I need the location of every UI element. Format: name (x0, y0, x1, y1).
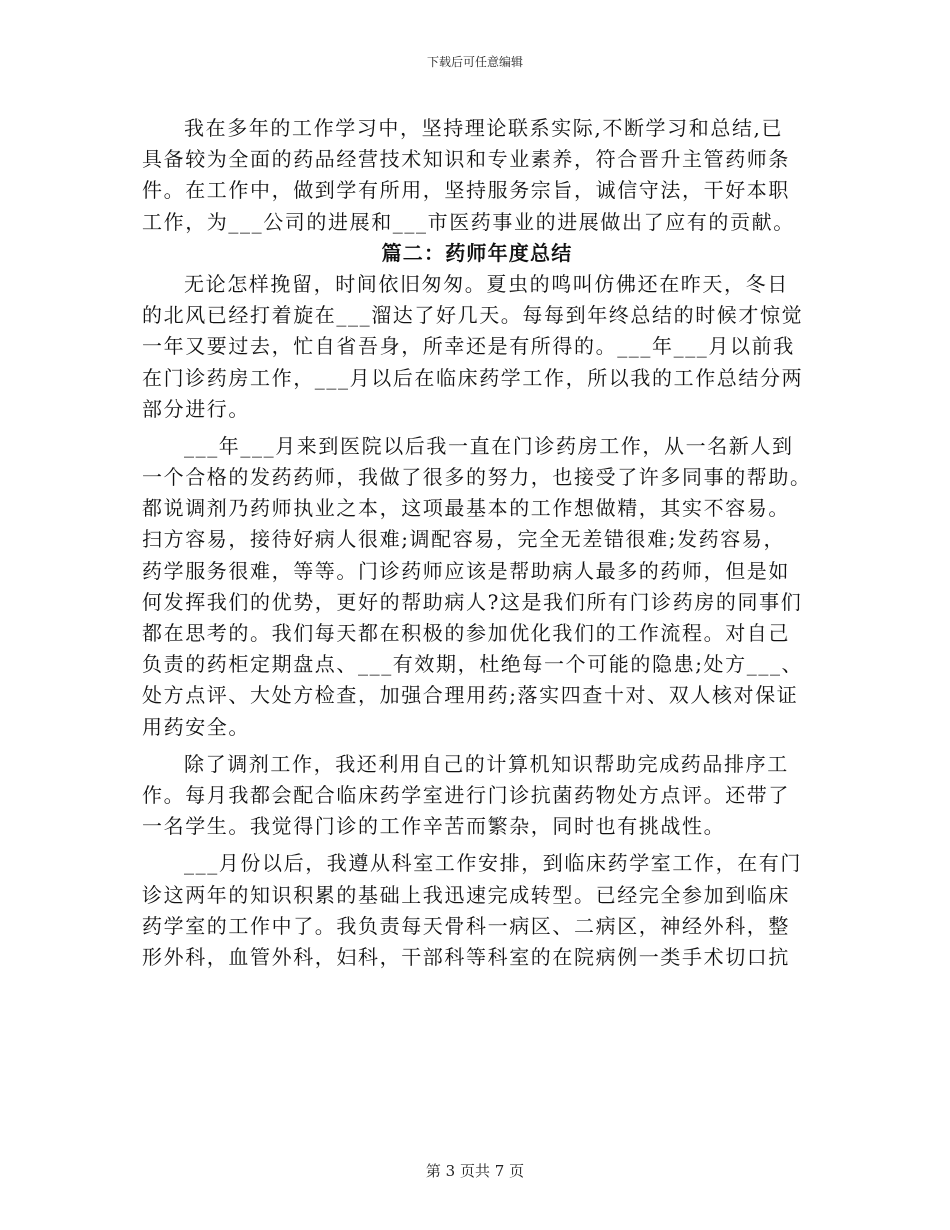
paragraph (142, 113, 812, 238)
page-header: 下载后可任意编辑 (426, 55, 523, 69)
paragraph (142, 269, 812, 425)
text-line: 负责的药柜定期盘点、___有效期，杜绝每一个可能的隐患;处方___、 (142, 652, 804, 677)
text-line: 无论怎样挽留，时间依旧匆匆。夏虫的鸣叫仿佛还在昨天，冬日 (184, 271, 789, 296)
text-line: 一个合格的发药药师，我做了很多的努力，也接受了许多同事的帮助。 (142, 465, 812, 490)
text-line: 件。在工作中，做到学有所用，坚持服务宗旨，诚信守法，干好本职 (142, 178, 790, 203)
text-line: 用药安全。 (142, 714, 250, 739)
text-line: 药学服务很难，等等。门诊药师应该是帮助病人最多的药师，但是如 (142, 558, 790, 583)
text-line: 作。每月我都会配合临床药学室进行门诊抗菌药物处方点评。还带了 (142, 782, 790, 807)
text-line: 部分进行。 (142, 396, 250, 421)
text-line: 都说调剂乃药师执业之本，这项最基本的工作想做精，其实不容易。 (142, 496, 790, 521)
section-title: 篇二：药师年度总结 (381, 240, 573, 265)
text-line: 扫方容易，接待好病人很难;调配容易，完全无差错很难;发药容易， (142, 527, 786, 552)
text-line: 除了调剂工作，我还利用自己的计算机知识帮助完成药品排序工 (184, 751, 789, 776)
page-footer: 第 3 页共 7 页 (425, 1162, 525, 1180)
text-line: ___年___月来到医院以后我一直在门诊药房工作，从一名新人到 (184, 433, 794, 458)
paragraph (142, 431, 812, 743)
text-line: 具备较为全面的药品经营技术知识和专业素养，符合晋升主管药师条 (142, 147, 790, 172)
text-line: 形外科，血管外科，妇科，干部科等科室的在院病例一类手术切口抗 (142, 944, 790, 969)
text-line: 诊这两年的知识积累的基础上我迅速完成转型。已经完全参加到临床 (142, 882, 790, 907)
document-body (142, 113, 812, 973)
text-line: 的北风已经打着旋在___溜达了好几天。每每到年终总结的时候才惊觉 (142, 303, 804, 328)
paragraph (142, 848, 812, 973)
text-line: 工作，为___公司的进展和___市医药事业的进展做出了应有的贡献。 (142, 209, 795, 234)
text-line: 我在多年的工作学习中，坚持理论联系实际,不断学习和总结,已 (184, 116, 784, 140)
text-line: 药学室的工作中了。我负责每天骨科一病区、二病区，神经外科，整 (142, 913, 790, 938)
text-line: 都在思考的。我们每天都在积极的参加优化我们的工作流程。对自己 (142, 621, 790, 645)
text-line: 一名学生。我觉得门诊的工作辛苦而繁杂，同时也有挑战性。 (142, 814, 726, 839)
text-line: 处方点评、大处方检查，加强合理用药;落实四查十对、双人核对保证 (142, 683, 799, 708)
text-line: 何发挥我们的优势，更好的帮助病人?这是我们所有门诊药房的同事们 (142, 589, 803, 614)
text-line: ___月份以后，我遵从科室工作安排，到临床药学室工作，在有门 (184, 851, 802, 876)
paragraph (142, 749, 812, 843)
text-line: 一年又要过去，忙自省吾身，所幸还是有所得的。___年___月以前我 (142, 334, 795, 359)
text-line: 在门诊药房工作，___月以后在临床药学工作，所以我的工作总结分两 (142, 365, 804, 390)
